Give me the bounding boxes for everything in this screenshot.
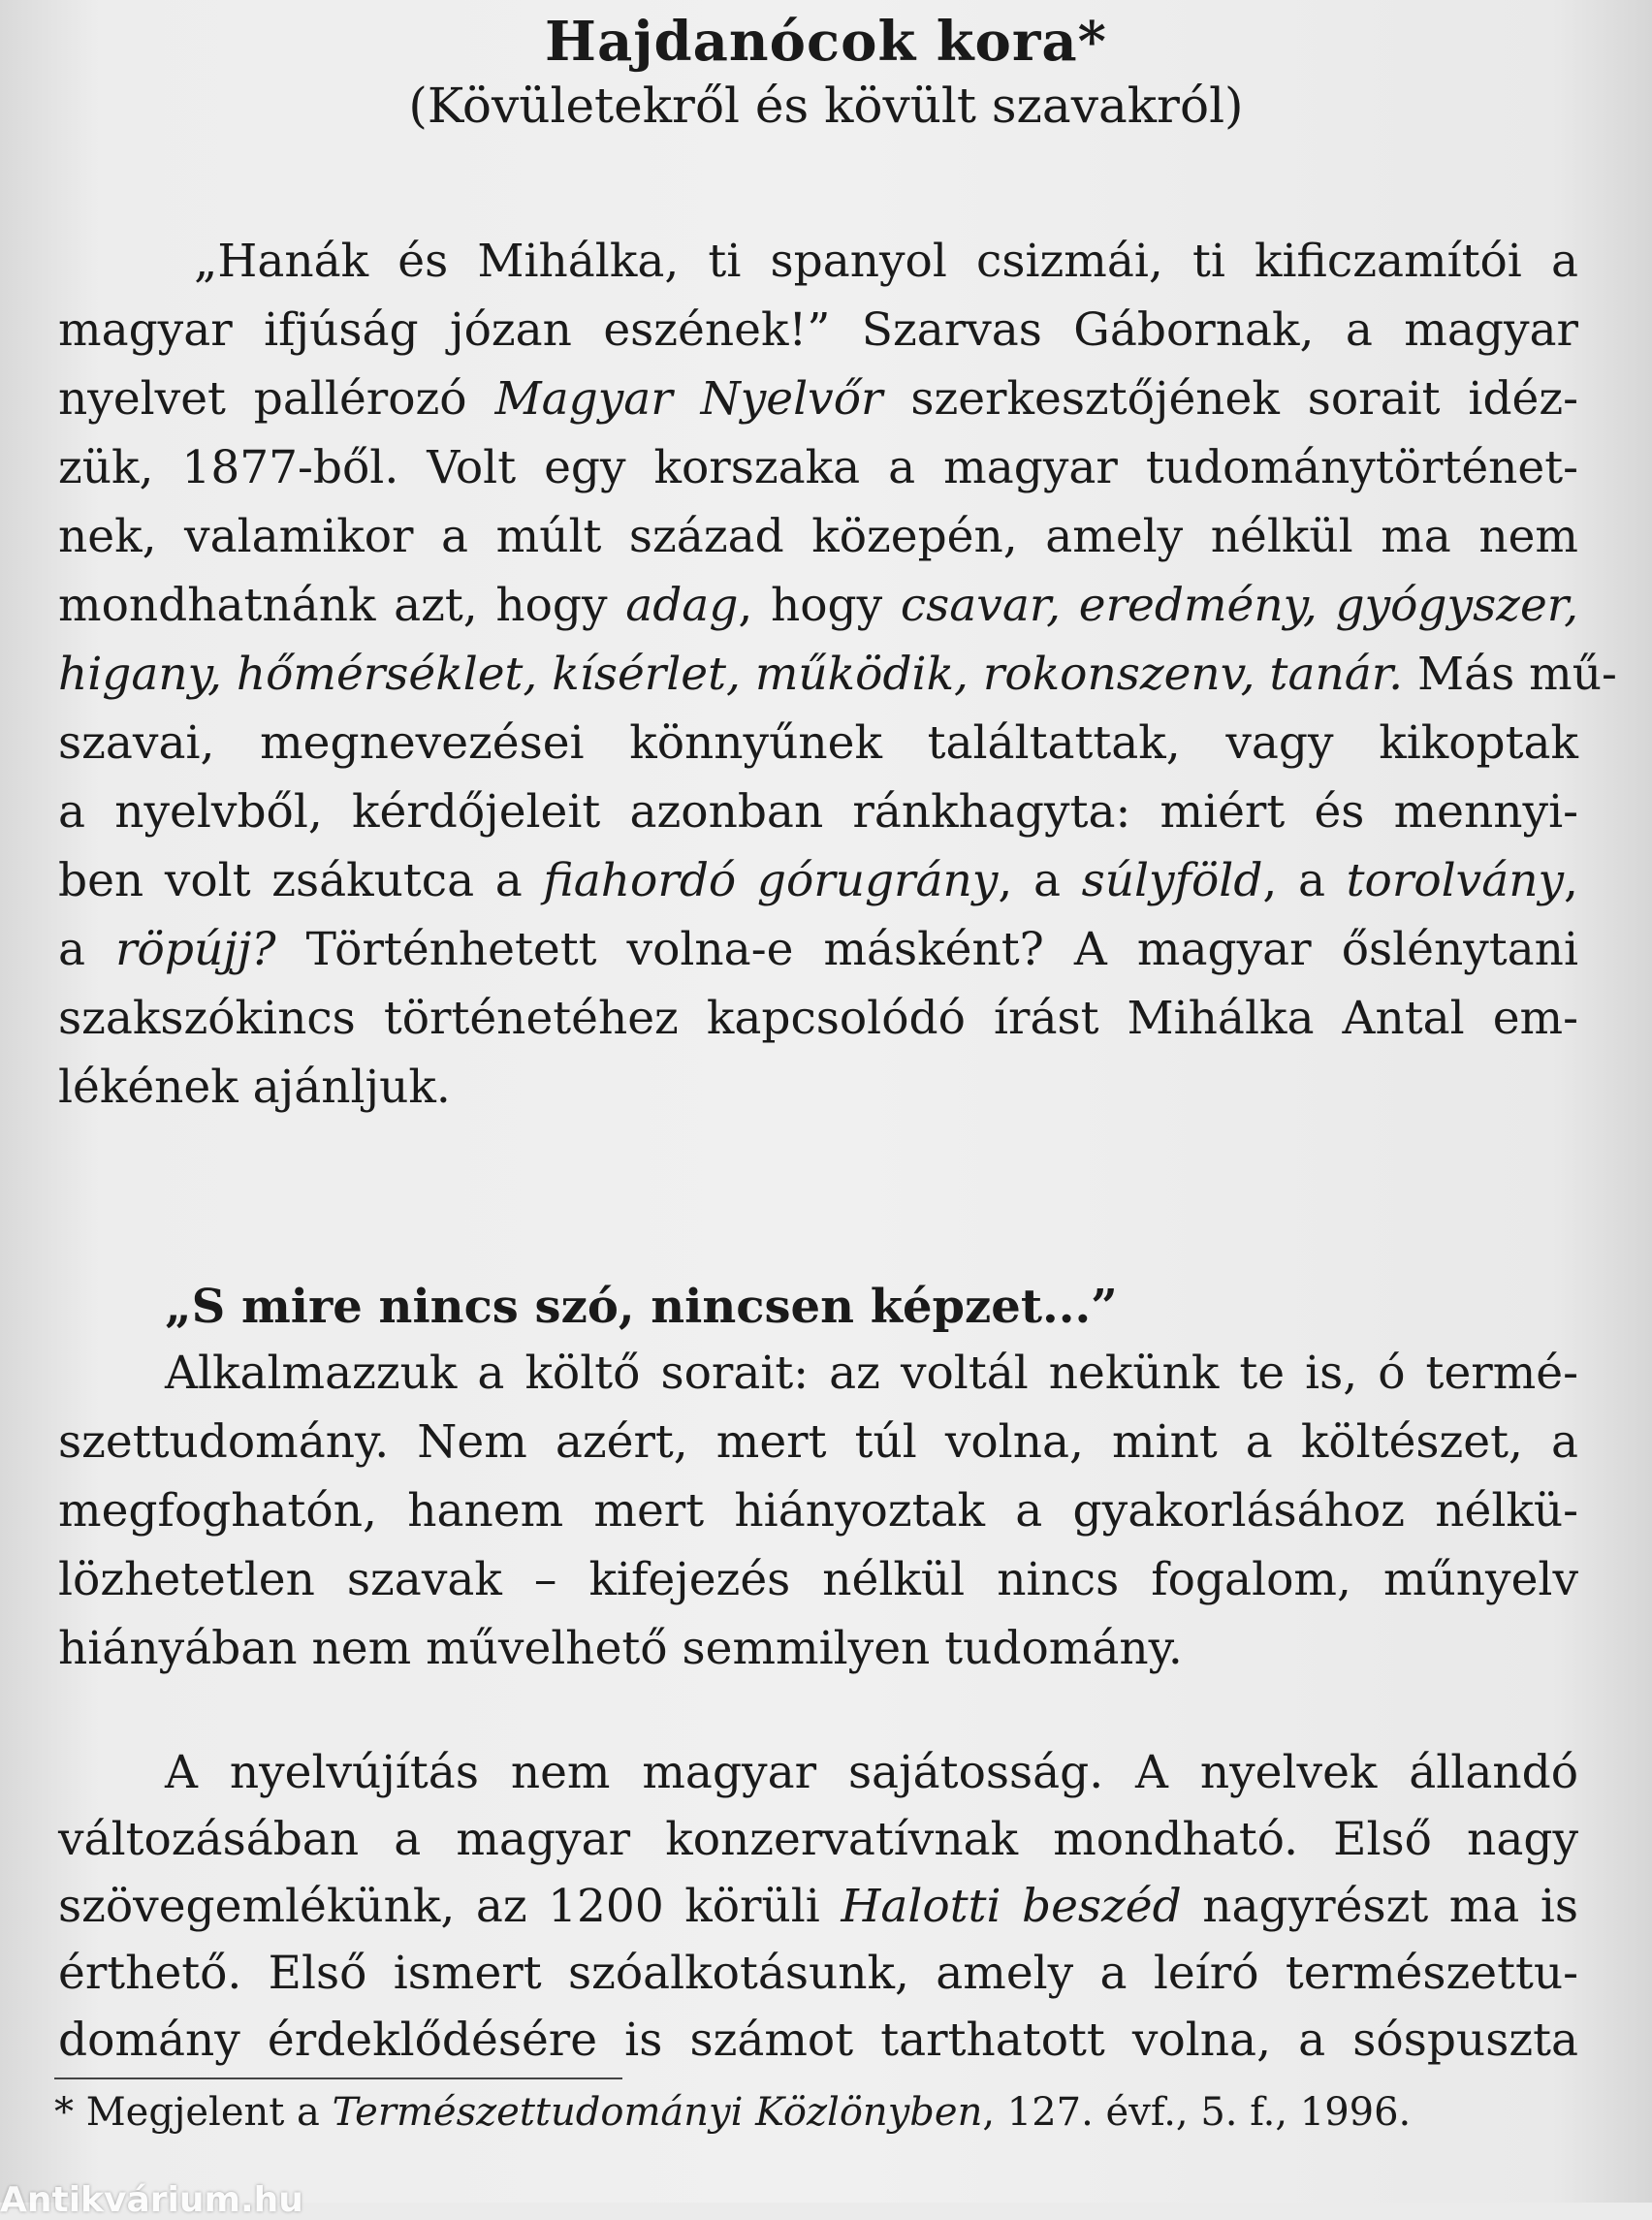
text-line: szavai, megnevezései könnyűnek találtattak, vagy kikoptak <box>58 716 1578 770</box>
italic-term: fiahordó górugrány <box>543 854 999 907</box>
text-line: szövegemlékünk, az 1200 körüli Halotti beszéd nagyrészt ma is <box>58 1880 1578 1933</box>
text-line: lékének ajánljuk. <box>58 1061 451 1114</box>
text-line: mondhatnánk azt, hogy adag, hogy csavar, eredmény, gyógyszer, <box>58 579 1579 632</box>
text-line: nyelvet pallérozó Magyar Nyelvőr szerkesztőjének sorait idéz- <box>58 372 1578 426</box>
text-line: „Hanák és Mihálka, ti spanyol csizmái, ti kificzamítói a <box>194 235 1578 288</box>
text-line: érthető. Első ismert szóalkotásunk, amely a leíró természettu- <box>58 1947 1578 2000</box>
italic-term: Magyar Nyelvőr <box>494 372 883 426</box>
italic-term: röpújj? <box>115 923 276 976</box>
text-line: változásában a magyar konzervatívnak mondható. Első nagy <box>58 1813 1578 1866</box>
text-line: higany, hőmérséklet, kísérlet, működik, rokonszenv, tanár. Más mű- <box>58 648 1617 701</box>
text-line: megfoghatón, hanem mert hiányoztak a gyakorlásához nélkü- <box>58 1484 1578 1538</box>
text-line: hiányában nem művelhető semmilyen tudomány. <box>58 1622 1183 1675</box>
italic-term: higany, hőmérséklet, kísérlet, működik, rokonszenv, tanár. <box>58 648 1404 701</box>
text-line: nek, valamikor a múlt század közepén, amely nélkül ma nem <box>58 510 1578 563</box>
text-line: magyar ifjúság józan eszének!” Szarvas Gábornak, a magyar <box>58 303 1578 357</box>
text-line: A nyelvújítás nem magyar sajátosság. A nyelvek állandó <box>165 1746 1578 1799</box>
italic-term: súlyföld <box>1081 854 1263 907</box>
italic-term: Halotti beszéd <box>841 1880 1182 1933</box>
italic-term: adag <box>625 579 739 632</box>
text-line: szakszókincs történetéhez kapcsolódó írást Mihálka Antal em- <box>58 992 1578 1045</box>
footnote: * Megjelent a Természettudományi Közlönyben, 127. évf., 5. f., 1996. <box>54 2090 1412 2135</box>
italic-term: csavar, eredmény, gyógyszer, <box>900 579 1579 632</box>
page-title: Hajdanócok kora* <box>545 10 1107 74</box>
text-line: lözhetetlen szavak – kifejezés nélkül nincs fogalom, műnyelv <box>58 1553 1578 1606</box>
watermark-logo: Antikvárium.hu <box>0 2180 303 2220</box>
section-heading: „S mire nincs szó, nincsen képzet...” <box>165 1280 1118 1334</box>
text-line: ben volt zsákutca a fiahordó górugrány, a súlyföld, a torolvány, <box>58 854 1578 907</box>
italic-term: torolvány <box>1346 854 1565 907</box>
text-line: szettudomány. Nem azért, mert túl volna, mint a költészet, a <box>58 1415 1578 1469</box>
text-line: a röpújj? Történhetett volna-e másként? A magyar őslénytani <box>58 923 1578 976</box>
page-subtitle: (Kövületekről és kövült szavakról) <box>408 78 1244 134</box>
text-line: zük, 1877-ből. Volt egy korszaka a magyar tudománytörténet- <box>58 441 1578 494</box>
italic-term: Természettudományi Közlönyben <box>332 2090 983 2135</box>
text-line: Alkalmazzuk a költő sorait: az voltál nekünk te is, ó termé- <box>165 1347 1578 1400</box>
footnote-divider <box>54 2077 622 2079</box>
text-line: a nyelvből, kérdőjeleit azonban ránkhagyta: miért és mennyi- <box>58 785 1578 839</box>
text-line: domány érdeklődésére is számot tarthatott volna, a sóspuszta <box>58 2014 1578 2067</box>
